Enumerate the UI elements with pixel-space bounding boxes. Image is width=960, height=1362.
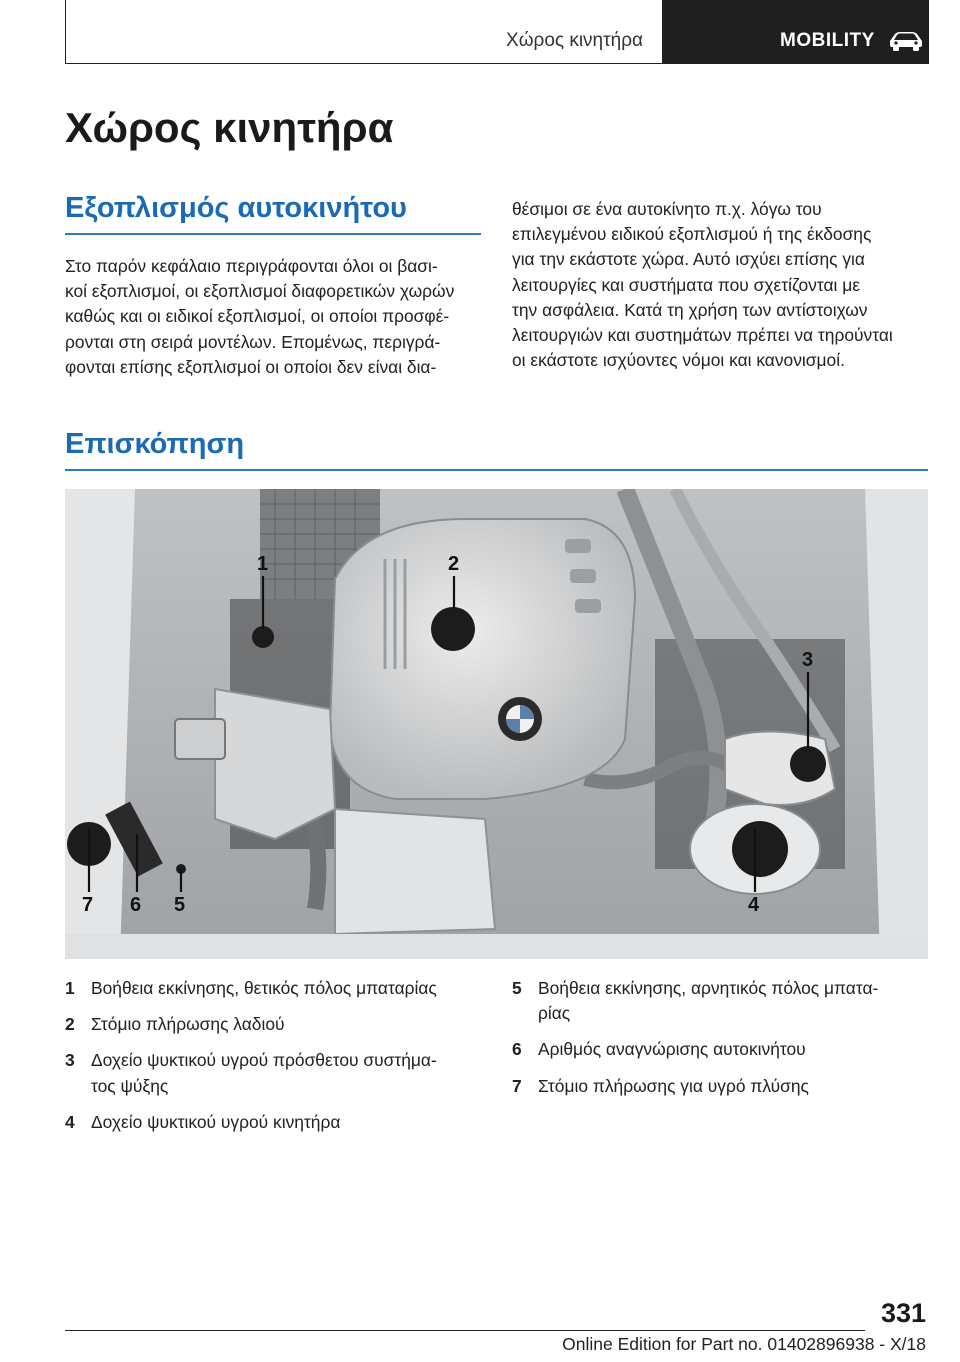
engine-bay-photo (65, 489, 928, 959)
legend-item (65, 976, 495, 1001)
header-brand (662, 0, 929, 64)
paragraph-line: φονται επίσης εξοπλισμοί οι οποίοι δεν είναι δια- (65, 356, 437, 377)
paragraph-line: για την εκάστοτε χώρα. Αυτό ισχύει επίσης για (512, 249, 865, 270)
equipment-paragraph-right (512, 197, 932, 373)
legend-number: 3 (65, 1050, 75, 1071)
legend-text: Στόμιο πλήρωσης λαδιού (91, 1014, 285, 1035)
paragraph-line: θέσιμοι σε ένα αυτοκίνητο π.χ. λόγω του (512, 199, 822, 219)
paragraph-line: ρονται στη σειρά μοντέλων. Επομένως, περιγρά- (65, 331, 441, 352)
legend-number: 6 (512, 1039, 522, 1060)
legend-text: Βοήθεια εκκίνησης, αρνητικός πόλος μπατα- (538, 978, 879, 998)
legend-number: 4 (65, 1111, 75, 1132)
legend-text: Αριθμός αναγνώρισης αυτοκινήτου (538, 1039, 806, 1060)
callout-2: 2 (448, 553, 460, 575)
callout-1: 1 (257, 553, 269, 575)
paragraph-line: κοί εξοπλισμοί, οι εξοπλισμοί διαφορετικών χωρών (65, 281, 455, 302)
legend-number: 7 (512, 1075, 522, 1096)
legend-item (512, 1037, 942, 1062)
legend-left (65, 976, 495, 1146)
legend-item (65, 1048, 495, 1098)
page-header (65, 0, 928, 64)
paragraph-line: λειτουργίες και συστήματα που σχετίζονται με (512, 274, 860, 295)
legend-item (65, 1110, 495, 1135)
legend-number: 5 (512, 978, 522, 998)
equipment-paragraph-left (65, 254, 485, 380)
legend-item (512, 1074, 942, 1099)
header-brand-label: MOBILITY (780, 30, 875, 51)
header-section (66, 0, 661, 63)
callout-6: 6 (130, 894, 142, 916)
paragraph-line: επιλεγμένου ειδικού εξοπλισμού ή της έκδοσης (512, 224, 872, 245)
paragraph-line: οι εκάστοτε ισχύοντες νόμοι και κανονισμοί. (512, 350, 845, 371)
page-number: 331 (880, 1298, 926, 1328)
equipment-title-rule (65, 233, 481, 235)
legend-number: 1 (65, 978, 75, 998)
footer-edition: Online Edition for Part no. 01402896938 - X/18 (562, 1334, 926, 1354)
legend-text: ρίας (538, 1003, 571, 1024)
callout-3: 3 (802, 649, 814, 671)
legend-text: Δοχείο ψυκτικού υγρού πρόσθετου συστήμα- (91, 1050, 437, 1071)
paragraph-line: λειτουργιών και συστημάτων πρέπει να τηρούνται (512, 325, 893, 346)
footer-rule (65, 1330, 865, 1331)
header-section-label: Χώρος κινητήρα (506, 30, 643, 51)
paragraph-line: Στο παρόν κεφάλαιο περιγράφονται όλοι οι βασι- (65, 256, 438, 276)
legend-text: Δοχείο ψυκτικού υγρού κινητήρα (91, 1111, 341, 1132)
callout-7: 7 (82, 894, 94, 916)
page-title: Χώρος κινητήρα (65, 104, 394, 151)
paragraph-line: καθώς και οι ειδικοί εξοπλισμοί, οι οποίοι προσφέ- (65, 306, 450, 327)
paragraph-line: την ασφάλεια. Κατά τη χρήση των αντίστοιχων (512, 299, 868, 320)
legend-text: τος ψύξης (91, 1075, 169, 1096)
overview-title-rule (65, 469, 928, 471)
callout-4: 4 (748, 894, 760, 916)
legend-number: 2 (65, 1014, 75, 1035)
overview-section-title: Επισκόπηση (65, 428, 245, 460)
legend-item (65, 1012, 495, 1037)
callout-5: 5 (174, 894, 186, 916)
legend-text: Στόμιο πλήρωσης για υγρό πλύσης (538, 1075, 809, 1096)
legend-text: Βοήθεια εκκίνησης, θετικός πόλος μπαταρίας (91, 978, 437, 998)
equipment-section-title: Εξοπλισμός αυτοκινήτου (65, 192, 407, 224)
car-icon (886, 30, 926, 52)
legend-item (512, 976, 942, 1026)
engine-bay-illustration (65, 489, 928, 959)
legend-right (512, 976, 942, 1110)
